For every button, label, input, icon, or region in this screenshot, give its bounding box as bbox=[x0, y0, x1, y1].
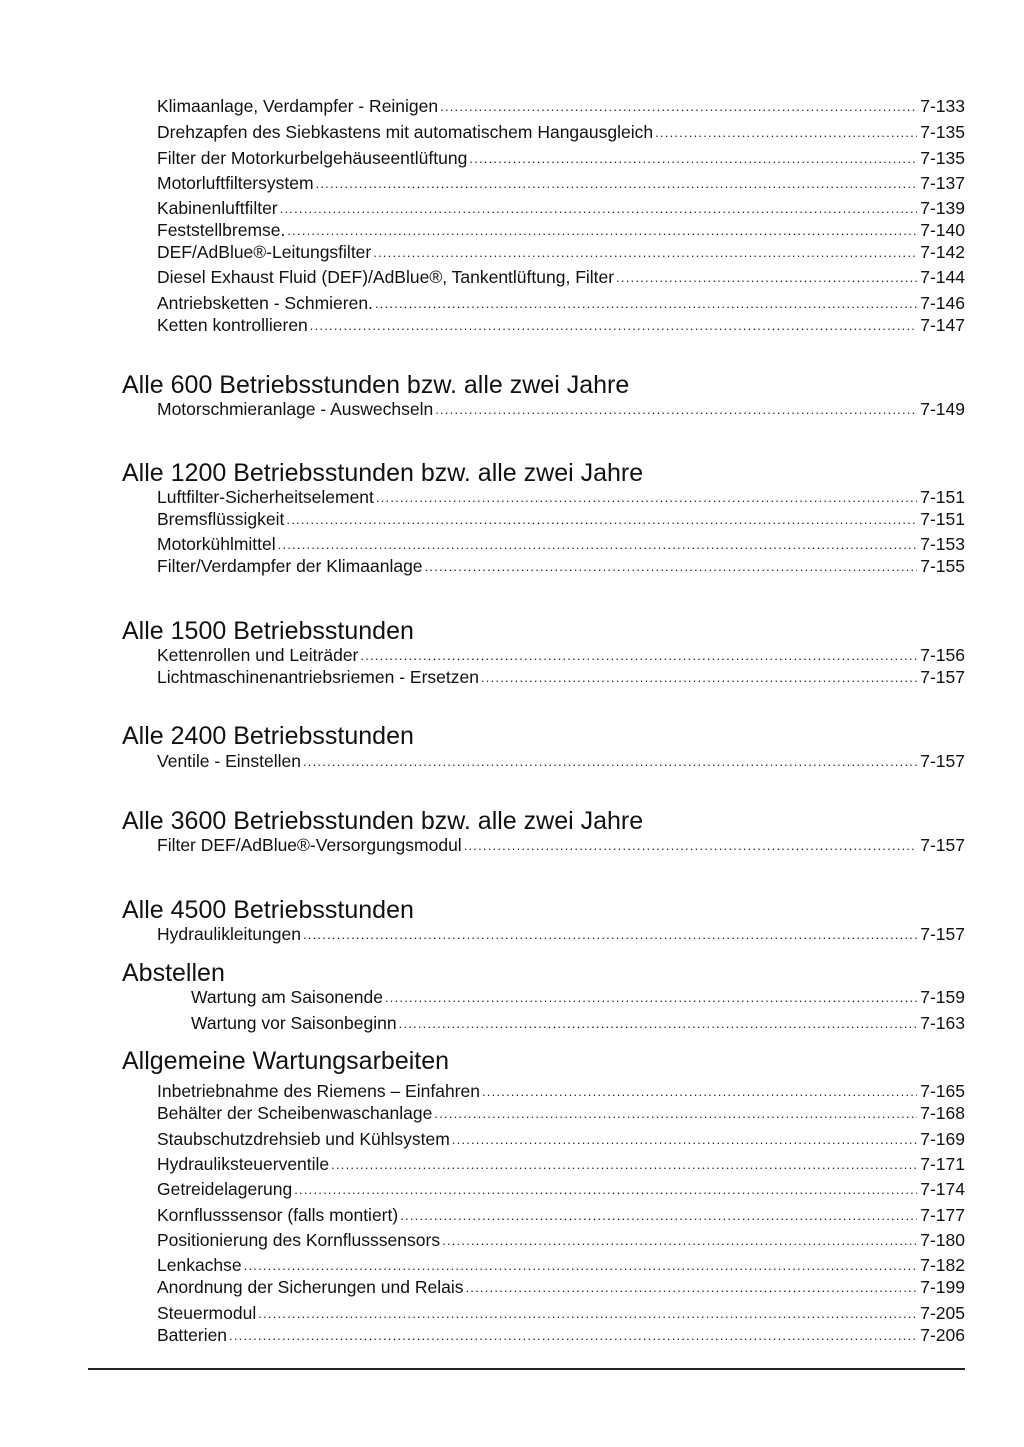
entry-page: 7-153 bbox=[920, 534, 965, 554]
toc-entry-ketten-kontrollieren[interactable] bbox=[157, 314, 965, 336]
entry-title: Hydrauliksteuerventile bbox=[157, 1154, 330, 1174]
entry-page: 7-157 bbox=[920, 751, 965, 771]
entry-title: Feststellbremse. bbox=[157, 220, 286, 240]
entry-page: 7-206 bbox=[920, 1325, 965, 1345]
dot-leader bbox=[331, 1156, 917, 1175]
section-heading-1500h: Alle 1500 Betriebsstunden bbox=[122, 617, 414, 645]
entry-page: 7-135 bbox=[920, 148, 965, 168]
entry-page: 7-135 bbox=[920, 122, 965, 142]
toc-entry-sicherungen-relais[interactable] bbox=[157, 1276, 965, 1298]
dot-leader bbox=[280, 200, 918, 219]
dot-leader bbox=[465, 1279, 917, 1298]
entry-title: Drehzapfen des Siebkastens mit automatischem Hangausgleich bbox=[157, 122, 654, 142]
toc-entry-drehzapfen-siebkasten[interactable] bbox=[157, 121, 965, 143]
dot-leader bbox=[360, 647, 917, 666]
entry-title: Kabinenluftfilter bbox=[157, 198, 278, 218]
entry-title: Filter/Verdampfer der Klimaanlage bbox=[157, 556, 423, 576]
entry-title: Behälter der Scheibenwaschanlage bbox=[157, 1103, 433, 1123]
dot-leader bbox=[425, 558, 918, 577]
toc-entry-motorluftfiltersystem[interactable] bbox=[157, 172, 965, 194]
toc-entry-antriebsketten[interactable] bbox=[157, 292, 965, 314]
entry-page: 7-156 bbox=[920, 645, 965, 665]
dot-leader bbox=[303, 753, 917, 772]
section-heading-4500h: Alle 4500 Betriebsstunden bbox=[122, 896, 414, 924]
dot-leader bbox=[385, 989, 917, 1008]
entry-page: 7-149 bbox=[920, 399, 965, 419]
dot-leader bbox=[258, 1305, 917, 1324]
entry-title: Getreidelagerung bbox=[157, 1179, 293, 1199]
entry-title: Positionierung des Kornflusssensors bbox=[157, 1230, 441, 1250]
dot-leader bbox=[316, 175, 918, 194]
dot-leader bbox=[434, 1105, 917, 1124]
entry-title: Anordnung der Sicherungen und Relais bbox=[157, 1277, 464, 1297]
entry-title: Inbetriebnahme des Riemens – Einfahren bbox=[157, 1081, 480, 1101]
toc-entry-kabinenluftfilter[interactable] bbox=[157, 197, 965, 219]
toc-entry-bremsfluessigkeit[interactable] bbox=[157, 508, 965, 530]
entry-title: Staubschutzdrehsieb und Kühlsystem bbox=[157, 1129, 450, 1149]
section-heading-3600h: Alle 3600 Betriebsstunden bzw. alle zwei Jahre bbox=[122, 807, 644, 835]
toc-entry-motorschmieranlage[interactable] bbox=[157, 398, 965, 420]
entry-title: Kettenrollen und Leiträder bbox=[157, 645, 359, 665]
entry-page: 7-151 bbox=[920, 509, 965, 529]
entry-page: 7-142 bbox=[920, 242, 965, 262]
entry-page: 7-157 bbox=[920, 835, 965, 855]
entry-title: Batterien bbox=[157, 1325, 228, 1345]
entry-title: Lenkachse bbox=[157, 1255, 242, 1275]
entry-page: 7-171 bbox=[920, 1154, 965, 1174]
entry-page: 7-151 bbox=[920, 487, 965, 507]
dot-leader bbox=[440, 98, 917, 117]
toc-entry-batterien[interactable] bbox=[157, 1324, 965, 1346]
toc-entry-ventile[interactable] bbox=[157, 750, 965, 772]
entry-page: 7-163 bbox=[920, 1013, 965, 1033]
toc-entry-steuermodul[interactable] bbox=[157, 1302, 965, 1324]
toc-entry-scheibenwaschanlage[interactable] bbox=[157, 1102, 965, 1124]
dot-leader bbox=[464, 837, 918, 856]
dot-leader bbox=[376, 489, 917, 508]
toc-entry-kettenrollen[interactable] bbox=[157, 644, 965, 666]
toc-entry-kornflusssensor-positionierung[interactable] bbox=[157, 1229, 965, 1251]
entry-title: Motorkühlmittel bbox=[157, 534, 276, 554]
entry-title: Steuermodul bbox=[157, 1303, 257, 1323]
entry-page: 7-133 bbox=[920, 96, 965, 116]
toc-entry-klimaanlage-filter[interactable] bbox=[157, 555, 965, 577]
dot-leader bbox=[442, 1232, 917, 1251]
entry-title: DEF/AdBlue®-Leitungsfilter bbox=[157, 242, 372, 262]
entry-title: Wartung am Saisonende bbox=[191, 987, 383, 1007]
entry-page: 7-180 bbox=[920, 1230, 965, 1250]
entry-title: Ventile - Einstellen bbox=[157, 751, 301, 771]
entry-page: 7-205 bbox=[920, 1303, 965, 1323]
entry-title: Bremsflüssigkeit bbox=[157, 509, 285, 529]
dot-leader bbox=[435, 401, 917, 420]
entry-title: Ketten kontrollieren bbox=[157, 315, 308, 335]
dot-leader bbox=[452, 1131, 917, 1150]
dot-leader bbox=[244, 1257, 918, 1276]
entry-title: Filter DEF/AdBlue®-Versorgungsmodul bbox=[157, 835, 462, 855]
dot-leader bbox=[294, 1181, 917, 1200]
entry-page: 7-159 bbox=[920, 987, 965, 1007]
entry-page: 7-174 bbox=[920, 1179, 965, 1199]
toc-entry-riemen-einfahren[interactable] bbox=[157, 1080, 965, 1102]
dot-leader bbox=[278, 536, 918, 555]
dot-leader bbox=[469, 150, 917, 169]
entry-title: Motorluftfiltersystem bbox=[157, 173, 314, 193]
entry-title: Antriebsketten - Schmieren. bbox=[157, 293, 373, 313]
entry-title: Kornflusssensor (falls montiert) bbox=[157, 1205, 399, 1225]
entry-page: 7-140 bbox=[920, 220, 965, 240]
toc-entry-staubschutzdrehsieb[interactable] bbox=[157, 1128, 965, 1150]
entry-title: Lichtmaschinenantriebsriemen - Ersetzen bbox=[157, 667, 479, 687]
entry-page: 7-177 bbox=[920, 1205, 965, 1225]
dot-leader bbox=[481, 669, 917, 688]
dot-leader bbox=[655, 124, 917, 143]
section-heading-600h: Alle 600 Betriebsstunden bzw. alle zwei Jahre bbox=[122, 371, 630, 399]
dot-leader bbox=[303, 926, 917, 945]
toc-entry-lichtmaschinenriemen[interactable] bbox=[157, 666, 965, 688]
entry-page: 7-157 bbox=[920, 667, 965, 687]
section-heading-2400h: Alle 2400 Betriebsstunden bbox=[122, 722, 414, 750]
toc-entry-def-leitungsfilter[interactable] bbox=[157, 241, 965, 263]
toc-entry-feststellbremse[interactable] bbox=[157, 219, 965, 241]
entry-title: Luftfilter-Sicherheitselement bbox=[157, 487, 374, 507]
toc-entry-lenkachse[interactable] bbox=[157, 1254, 965, 1276]
dot-leader bbox=[375, 295, 917, 314]
entry-title: Filter der Motorkurbelgehäuseentlüftung bbox=[157, 148, 468, 168]
toc-entry-kornflusssensor[interactable] bbox=[157, 1204, 965, 1226]
section-heading-1200h: Alle 1200 Betriebsstunden bzw. alle zwei Jahre bbox=[122, 459, 644, 487]
entry-page: 7-157 bbox=[920, 924, 965, 944]
entry-page: 7-199 bbox=[920, 1277, 965, 1297]
footer-divider bbox=[88, 1368, 965, 1370]
toc-entry-motorkuehlmittel[interactable] bbox=[157, 533, 965, 555]
toc-entry-hydrauliksteuerventile[interactable] bbox=[157, 1153, 965, 1175]
entry-page: 7-168 bbox=[920, 1103, 965, 1123]
toc-entry-wartung-saisonbeginn[interactable] bbox=[191, 1012, 965, 1034]
entry-page: 7-155 bbox=[920, 556, 965, 576]
toc-entry-kurbelgehaeuseentlueftung[interactable] bbox=[157, 147, 965, 169]
toc-entry-wartung-saisonende[interactable] bbox=[191, 986, 965, 1008]
toc-entry-def-tankentlueftung[interactable] bbox=[157, 266, 965, 288]
dot-leader bbox=[482, 1083, 917, 1102]
dot-leader bbox=[286, 511, 917, 530]
section-heading-allgemeine-wartungsarbeiten: Allgemeine Wartungsarbeiten bbox=[122, 1047, 450, 1075]
entry-title: Hydraulikleitungen bbox=[157, 924, 301, 944]
entry-page: 7-147 bbox=[920, 315, 965, 335]
entry-page: 7-169 bbox=[920, 1129, 965, 1149]
entry-title: Diesel Exhaust Fluid (DEF)/AdBlue®, Tankentlüftung, Filter bbox=[157, 267, 615, 287]
dot-leader bbox=[229, 1327, 917, 1346]
dot-leader bbox=[287, 222, 917, 241]
entry-page: 7-144 bbox=[920, 267, 965, 287]
dot-leader bbox=[616, 269, 917, 288]
entry-page: 7-182 bbox=[920, 1255, 965, 1275]
dot-leader bbox=[399, 1015, 918, 1034]
entry-page: 7-146 bbox=[920, 293, 965, 313]
entry-title: Motorschmieranlage - Auswechseln bbox=[157, 399, 434, 419]
dot-leader bbox=[373, 244, 917, 263]
entry-title: Wartung vor Saisonbeginn bbox=[191, 1013, 397, 1033]
dot-leader bbox=[400, 1207, 917, 1226]
section-heading-abstellen: Abstellen bbox=[122, 959, 225, 987]
entry-page: 7-165 bbox=[920, 1081, 965, 1101]
toc-entry-luftfilter-sicherheitselement[interactable] bbox=[157, 486, 965, 508]
toc-entry-klimaanlage-reinigen[interactable] bbox=[157, 95, 965, 117]
entry-page: 7-137 bbox=[920, 173, 965, 193]
entry-page: 7-139 bbox=[920, 198, 965, 218]
dot-leader bbox=[310, 317, 917, 336]
toc-entry-hydraulikleitungen[interactable] bbox=[157, 923, 965, 945]
toc-entry-getreidelagerung[interactable] bbox=[157, 1178, 965, 1200]
entry-title: Klimaanlage, Verdampfer - Reinigen bbox=[157, 96, 439, 116]
toc-entry-def-versorgungsmodul[interactable] bbox=[157, 834, 965, 856]
